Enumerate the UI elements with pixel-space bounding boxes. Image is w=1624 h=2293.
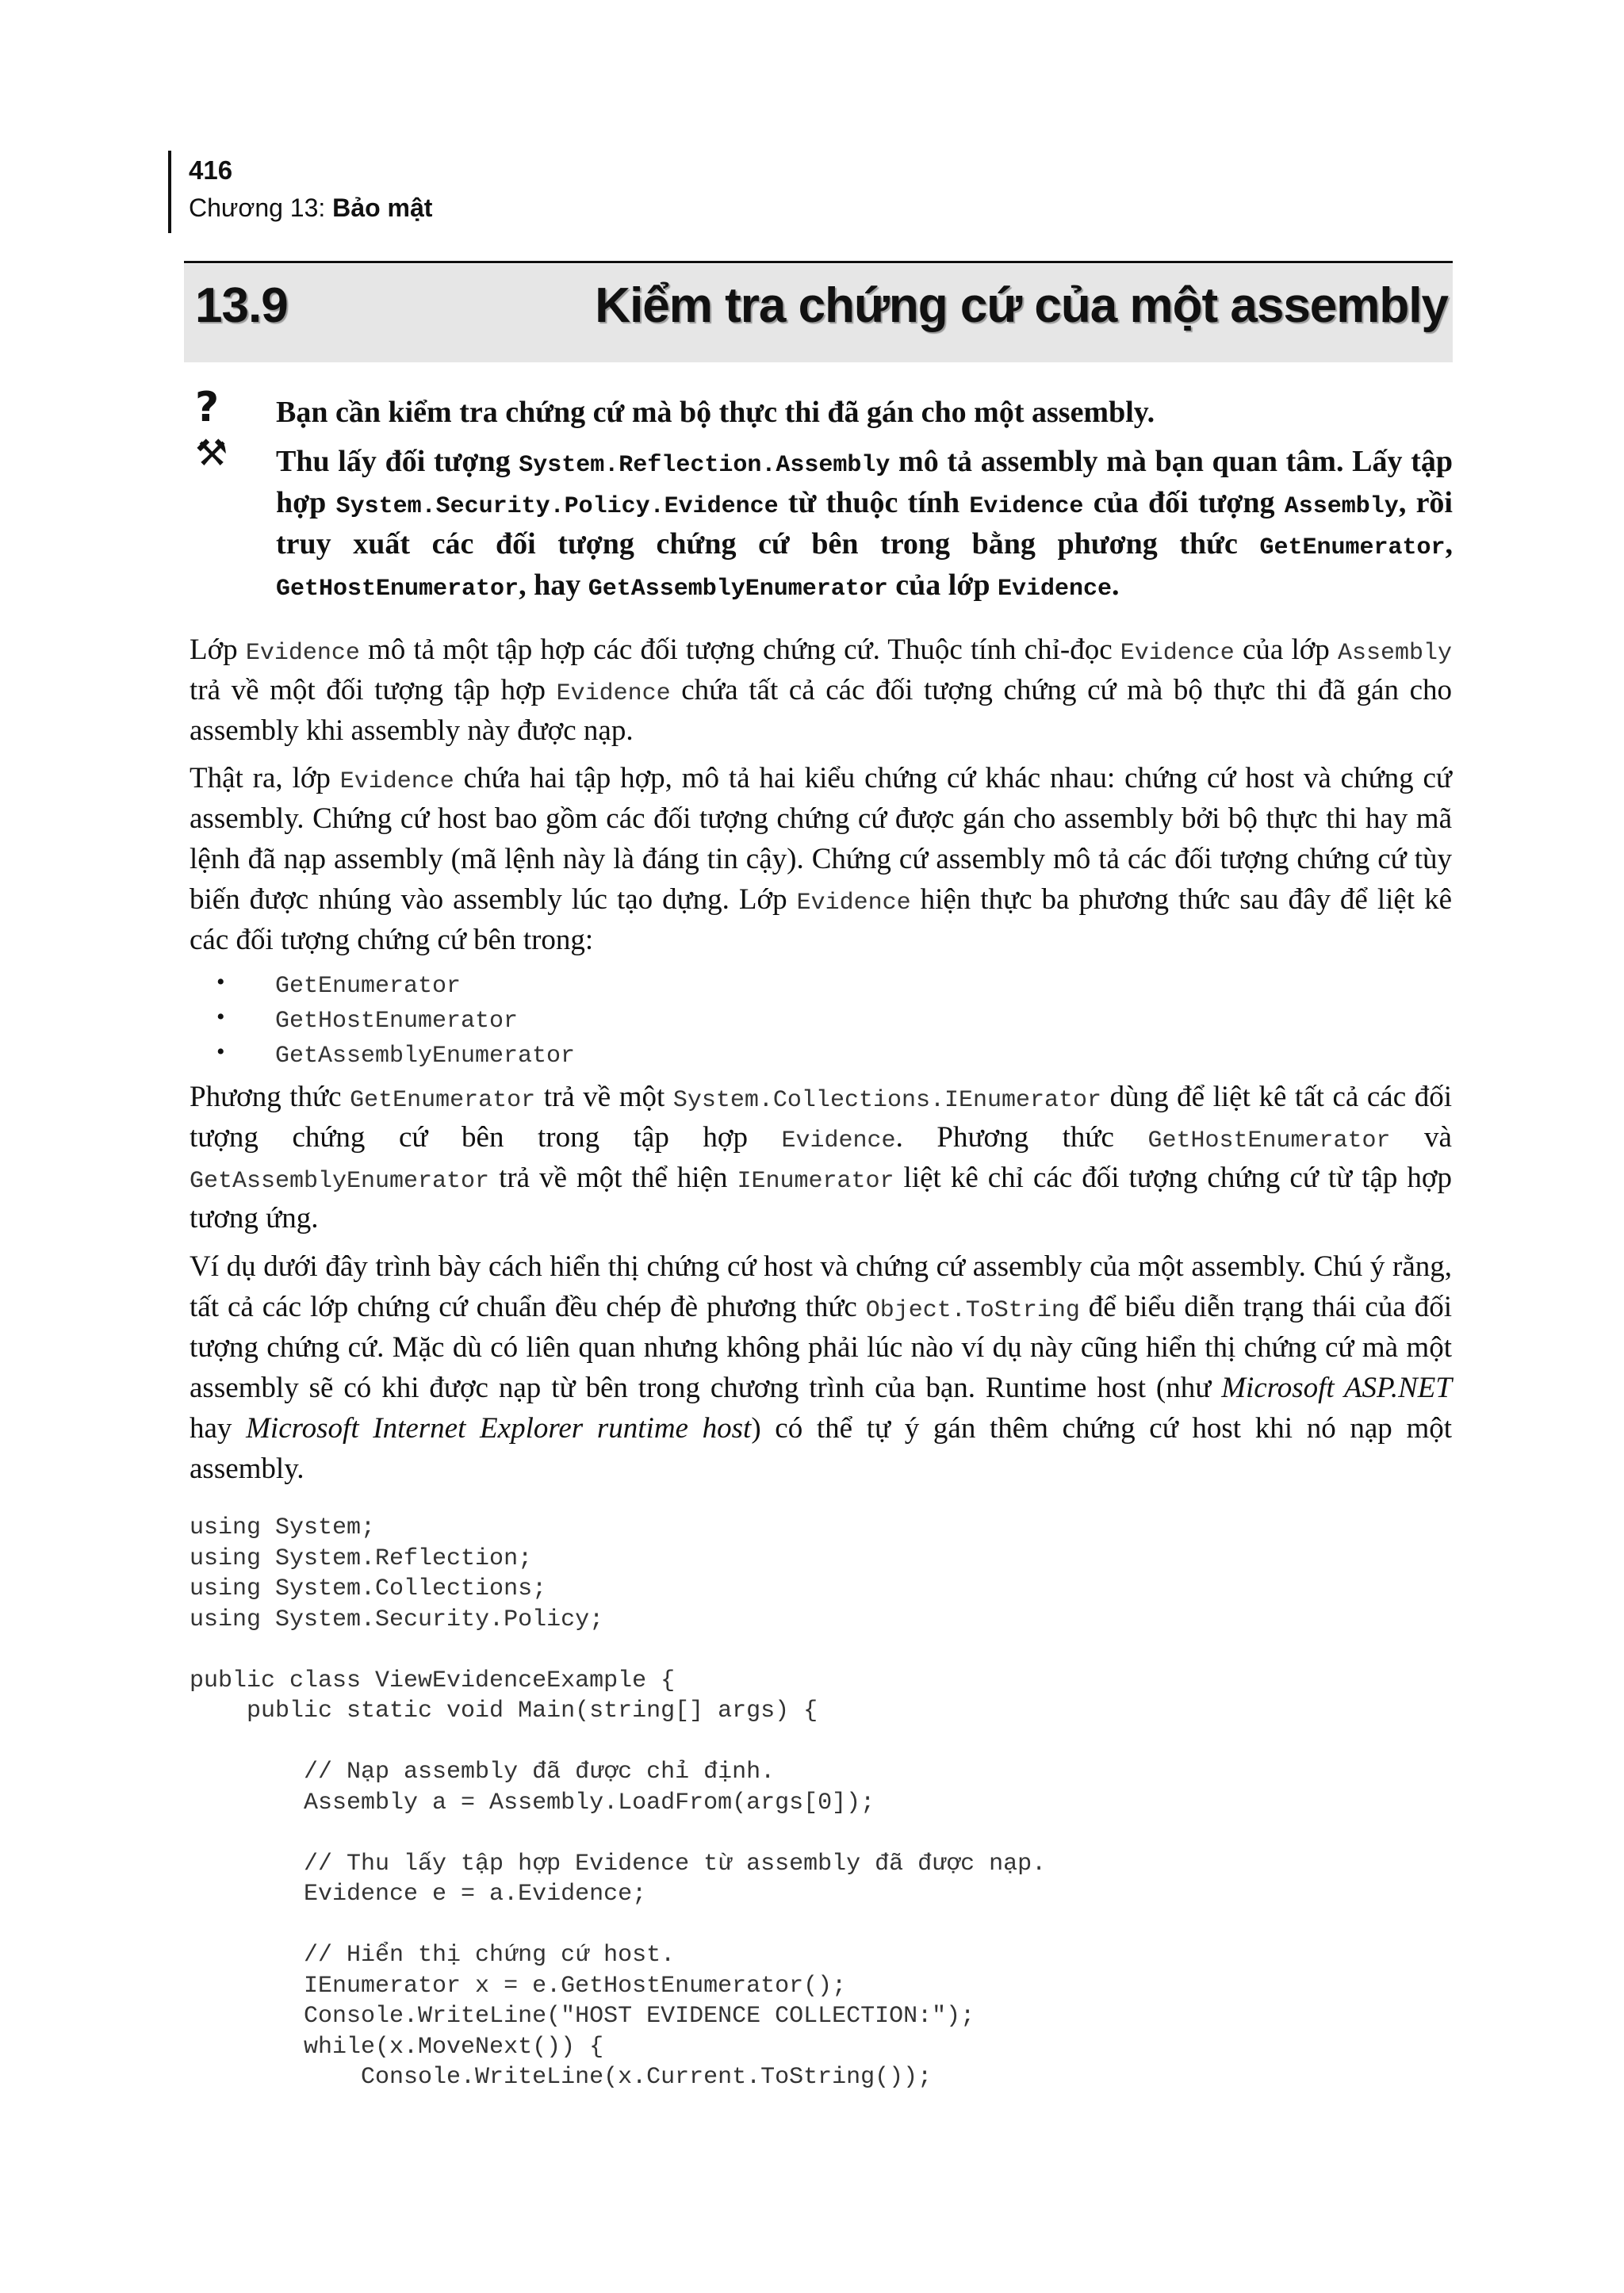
list-item: • GetAssemblyEnumerator: [190, 1039, 575, 1074]
solution-text: .: [1112, 568, 1120, 602]
solution-text: của lớp: [887, 568, 998, 602]
code-term: Assembly: [1284, 493, 1399, 520]
method-list: [190, 969, 575, 1074]
problem-statement: Bạn cần kiểm tra chứng cứ mà bộ thực thi đã gán cho một assembly.: [276, 396, 1155, 429]
code-term: Object.ToString: [865, 1297, 1080, 1324]
paragraph-3: [190, 1077, 1452, 1238]
text: của lớp: [1234, 634, 1338, 666]
text: hiện thực ba phương thức sau đây để liệt kê các đối tượng chứng cứ bên trong:: [190, 883, 1452, 956]
solution-text: , hay: [519, 568, 588, 602]
code-term: System.Collections.IEnumerator: [672, 1087, 1101, 1114]
code-listing: using System; using System.Reflection; using System.Collections; using System.Security.Policy; public class ViewEvidenceExample { public static void Main(string[] args) { // Nạp assembly đã được chỉ định. Assembly a = Assembly.LoadFrom(args[0]); // Thu lấy tập hợp Evidence từ assembly đã được nạp. Evidence e = a.Evidence; // Hiển thị chứng cứ host. IEnumerator x = e.GetHostEnumerator(); Console.WriteLine("HOST EVIDENCE COLLECTION:"); while(x.MoveNext()) { Console.WriteLine(x.Current.ToString());: [190, 1514, 1047, 2091]
list-item: • GetEnumerator: [190, 969, 575, 1004]
solution-statement: [276, 441, 1453, 606]
italic-term: Microsoft Internet Explorer runtime host: [246, 1412, 752, 1445]
text: chứa hai tập hợp, mô tả hai kiểu chứng cứ khác nhau: chứng cứ host và chứng cứ assembly. Chứng cứ host bao gồm các đối tượng chứng cứ được gán cho assembly bởi bộ thực thi hay mã lệnh đã nạp assembly (mã lệnh này là đáng tin cậy). Chứng cứ assembly mô tả các đối tượng chứng cứ tùy biến được nhúng vào assembly lúc tạo dựng. Lớp: [190, 762, 1452, 916]
list-item: • GetHostEnumerator: [190, 1004, 575, 1039]
code-term: GetHostEnumerator: [276, 576, 519, 603]
text: Phương thức: [190, 1081, 350, 1113]
paragraph-4: [190, 1246, 1452, 1489]
code-term: Assembly: [1337, 640, 1452, 667]
code-term: IEnumerator: [737, 1168, 894, 1195]
text: Lớp: [190, 634, 246, 666]
text: mô tả một tập hợp các đối tượng chứng cứ. Thuộc tính chỉ-đọc: [359, 634, 1120, 666]
italic-term: Microsoft ASP.NET: [1221, 1372, 1452, 1404]
solution-text: mô tả assembly mà bạn quan tâm. Lấy tập hợp: [276, 445, 1453, 519]
question-mark-icon: ?: [195, 384, 220, 431]
solution-text: , rồi truy xuất các đối tượng chứng cứ bên trong bằng phương thức: [276, 486, 1453, 561]
text: trả về một đối tượng tập hợp: [190, 674, 557, 706]
text: chứa tất cả các đối tượng chứng cứ mà bộ thực thi đã gán cho assembly khi assembly này được nạp.: [190, 674, 1452, 747]
text: Thật ra, lớp: [190, 762, 340, 794]
text: để biểu diễn trạng thái của đối tượng chứng cứ. Mặc dù có liên quan nhưng không phải lúc nào ví dụ này cũng hiển thị chứng cứ mà một assembly sẽ có khi được nạp từ bên trong chương trình của bạn. Runtime host (như: [190, 1291, 1452, 1404]
code-term: Evidence: [781, 1127, 896, 1154]
code-term: Evidence: [969, 493, 1084, 520]
code-term: GetEnumerator: [350, 1087, 536, 1114]
solution-text: ,: [1445, 527, 1453, 561]
header-rule: [168, 151, 171, 233]
code-term: Evidence: [245, 640, 360, 667]
text: trả về một thể hiện: [489, 1162, 737, 1194]
text: dùng để liệt kê tất cả các đối tượng chứng cứ bên trong tập hợp: [190, 1081, 1452, 1154]
text: . Phương thức: [895, 1121, 1148, 1154]
code-term: GetHostEnumerator: [1147, 1127, 1391, 1154]
solution-text: của đối tượng: [1083, 486, 1285, 519]
code-term: GetAssemblyEnumerator: [190, 1168, 490, 1195]
code-term: Evidence: [556, 680, 671, 707]
code-term: GetAssemblyEnumerator: [588, 576, 888, 603]
text: ) có thể tự ý gán thêm chứng cứ host khi nó nạp một assembly.: [190, 1412, 1452, 1485]
chapter-title: Bảo mật: [332, 193, 433, 222]
code-term: System.Reflection.Assembly: [519, 452, 891, 479]
code-term: Evidence: [998, 576, 1113, 603]
title-top-rule: [184, 261, 1453, 263]
solution-text: từ thuộc tính: [778, 486, 970, 519]
code-term: Evidence: [796, 890, 911, 917]
page-number: 416: [189, 155, 233, 185]
text: trả về một: [535, 1081, 673, 1113]
section-number: 13.9: [195, 278, 288, 333]
chapter-header: [189, 193, 432, 223]
chapter-prefix: Chương 13:: [189, 193, 333, 222]
text: hay: [190, 1412, 247, 1445]
text: và: [1390, 1121, 1452, 1154]
text: Ví dụ dưới đây trình bày cách hiển thị chứng cứ host và chứng cứ assembly của một assembly. Chú ý rằng, tất cả các lớp chứng cứ chuẩn đều chép đè phương thức: [190, 1250, 1452, 1323]
tools-icon: ⚒: [195, 431, 228, 474]
code-term: GetEnumerator: [1259, 534, 1446, 561]
section-title: Kiểm tra chứng cứ của một assembly: [595, 278, 1448, 333]
paragraph-1: [190, 630, 1452, 751]
paragraph-2: [190, 758, 1452, 960]
code-term: Evidence: [339, 768, 454, 795]
code-term: Evidence: [1120, 640, 1235, 667]
solution-text: Thu lấy đối tượng: [276, 445, 519, 478]
code-term: System.Security.Policy.Evidence: [335, 493, 779, 520]
text: liệt kê chỉ các đối tượng chứng cứ từ tập hợp tương ứng.: [190, 1162, 1452, 1235]
